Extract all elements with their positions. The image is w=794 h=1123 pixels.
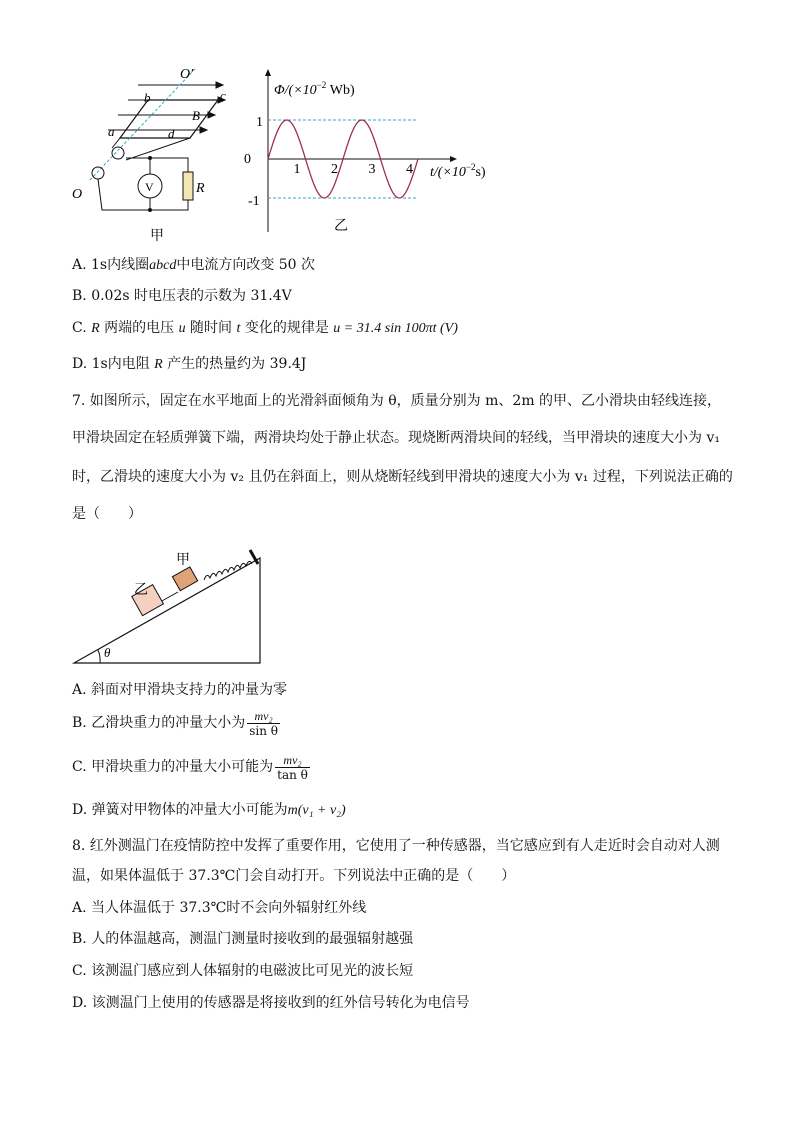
ytick-neg1: -1 [248,194,260,209]
xtick-3: 3 [368,162,376,177]
xtick-1: 1 [293,162,301,177]
incline-figure [72,540,272,668]
q7-option-a: A. 斜面对甲滑块支持力的冲量为零 [72,682,288,698]
incline [74,558,260,663]
q8-option-b: B. 人的体温越高，测温门测量时接收到的最强辐射越强 [72,931,414,947]
label-yi: 乙 [134,583,148,598]
figure-yi-caption: 乙 [334,219,348,234]
figure-jia-caption: 甲 [150,229,164,244]
block-jia [172,567,197,591]
label-O: O [72,187,83,202]
spring-icon [204,561,252,580]
label-V: V [145,180,154,194]
q7-option-c: C. 甲滑块重力的冲量大小可能为 $\frac{\text{mv₂}}{\text{tan θ}}$ [72,752,308,782]
label-theta: θ [104,645,111,660]
q7-stem-line-2: 甲滑块固定在轻质弹簧下端，两滑块均处于静止状态。现烧断两滑块间的轻线，当甲滑块的速度大小为 v₁ [72,430,720,446]
label-d: d [168,126,175,141]
q8-option-d: D. 该测温门上使用的传感器是将接收到的红外信号转化为电信号 [72,995,470,1011]
q6-option-d: D. 1s内电阻 R 产生的热量约为 39.4J [72,356,307,372]
q7-stem-line-4: 是（ ） [72,506,142,522]
xtick-2: 2 [331,162,338,177]
q6-option-b: B. 0.02s 时电压表的示数为 31.4V [72,288,292,304]
flux-time-graph [240,62,530,242]
q8-option-a: A. 当人体温低于 37.3℃时不会向外辐射红外线 [72,900,367,916]
xtick-4: 4 [406,162,413,177]
q8-option-c: C. 该测温门感应到人体辐射的电磁波比可见光的波长短 [72,963,414,979]
label-b: b [144,90,151,105]
q7-stem-line-3: 时，乙滑块的速度大小为 v₂ 且仍在斜面上，则从烧断轻线到甲滑块的速度大小为 v₁ 过程，下列说法正确的 [72,469,733,485]
q7-option-d: D. 弹簧对甲物体的冲量大小可能为m(v₁ + v₂) [72,802,346,818]
label-O-prime: O′ [180,67,194,82]
label-c: c [220,88,226,103]
q6-option-c: C. R 两端的电压 u 随时间 t 变化的规律是 u = 31.4 sin 100πt (V) [72,320,458,336]
q6-option-a: A. 1s内线圈abcd中电流方向改变 50 次 [72,257,316,273]
q7-stem-line-1: 7. 如图所示，固定在水平地面上的光滑斜面倾角为 θ，质量分别为 m、2m 的甲、乙小滑块由轻线连接， [72,393,722,409]
q8-stem-line-2: 温，如果体温低于 37.3℃门会自动打开。下列说法中正确的是（ ） [72,868,516,884]
generator-figure [68,60,238,250]
x-axis-label: $t/(\times 10^{-2}s)$ [430,162,486,180]
resistor-icon [183,172,193,200]
label-jia: 甲 [176,553,190,568]
origin-label: 0 [244,152,251,167]
q8-stem-line-1: 8. 红外测温门在疫情防控中发挥了重要作用，它使用了一种传感器，当它感应到有人走近时会自动对人测 [72,838,720,854]
ytick-1: 1 [256,115,263,130]
field-lines [108,82,225,133]
label-B: B [192,108,200,123]
q7-option-b: B. 乙滑块重力的冲量大小为 $\frac{\text{mv₂}}{\text{sin θ}}$ [72,708,278,738]
y-axis-label: $\Phi/(\times 10^{-2}$ Wb) [274,80,355,98]
label-R: R [196,181,205,196]
label-a: a [108,124,115,139]
